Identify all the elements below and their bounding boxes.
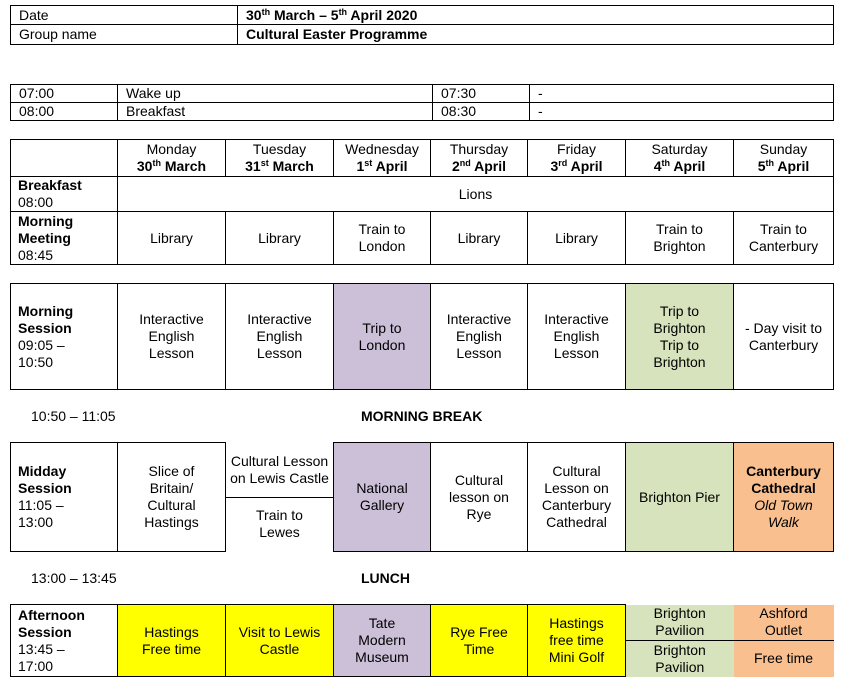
day-header-saturday: Saturday 4th April xyxy=(626,140,734,177)
day-header-tuesday: Tuesday 31st March xyxy=(226,140,334,177)
time-row xyxy=(11,85,834,103)
afternoon-cell-split xyxy=(734,605,834,677)
activity-cell: Wake up xyxy=(118,85,433,103)
afternoon-cell-bottom: Brighton Pavilion xyxy=(626,641,734,677)
afternoon-session-table xyxy=(10,604,834,677)
afternoon-cell-top: Brighton Pavilion xyxy=(653,605,706,639)
morning-break-time: 10:50 – 11:05 xyxy=(31,408,116,424)
times-table xyxy=(10,84,834,121)
morning-cell: Interactive English Lesson xyxy=(528,284,626,390)
time-cell: 07:00 xyxy=(11,85,118,103)
afternoon-cell: Visit to Lewis Castle xyxy=(226,605,334,677)
days-header-row xyxy=(11,140,834,177)
morning-session-table xyxy=(10,283,834,390)
meeting-row xyxy=(11,212,834,265)
midday-session-row xyxy=(11,443,834,552)
header-table xyxy=(10,5,834,45)
afternoon-cell: Hastings free time Mini Golf xyxy=(528,605,626,677)
afternoon-cell-bottom: Free time xyxy=(734,641,834,677)
group-name-label: Group name xyxy=(11,25,238,45)
morning-cell: - Day visit to Canterbury xyxy=(734,284,834,390)
date-label: Date xyxy=(11,6,238,25)
time-cell: 08:00 xyxy=(11,103,118,121)
time-cell: 08:30 xyxy=(433,103,530,121)
midday-cell-bottom: Train to Lewes xyxy=(226,497,333,551)
activity-cell: - xyxy=(530,85,834,103)
midday-cell: Slice of Britain/ Cultural Hastings xyxy=(118,443,226,552)
schedule-table-top xyxy=(10,139,834,265)
meeting-label: Morning Meeting 08:45 xyxy=(11,212,118,265)
midday-session-table xyxy=(10,442,834,552)
meeting-cell: Train to Canterbury xyxy=(734,212,834,265)
group-name-value: Cultural Easter Programme xyxy=(238,25,834,45)
midday-cell: National Gallery xyxy=(334,443,431,552)
meeting-cell: Library xyxy=(118,212,226,265)
afternoon-session-row xyxy=(11,605,834,677)
meeting-cell: Library xyxy=(528,212,626,265)
breakfast-label: Breakfast 08:00 xyxy=(11,177,118,212)
afternoon-cell: Tate Modern Museum xyxy=(334,605,431,677)
afternoon-cell-top: Ashford Outlet xyxy=(759,605,808,639)
meeting-cell: Train to Brighton xyxy=(626,212,734,265)
breakfast-all-days: Lions xyxy=(118,177,834,212)
meeting-cell: Library xyxy=(431,212,528,265)
meeting-cell: Train to London xyxy=(334,212,431,265)
midday-cell-split xyxy=(226,443,334,552)
date-value: 30th March – 5th April 2020 xyxy=(238,6,834,25)
morning-cell: Interactive English Lesson xyxy=(431,284,528,390)
afternoon-cell-split xyxy=(626,605,734,677)
breakfast-row xyxy=(11,177,834,212)
midday-cell: Cultural lesson on Rye xyxy=(431,443,528,552)
day-header-sunday: Sunday 5th April xyxy=(734,140,834,177)
midday-cell: Canterbury Cathedral Old Town Walk xyxy=(734,443,834,552)
lunch-label: LUNCH xyxy=(361,570,410,586)
activity-cell: - xyxy=(530,103,834,121)
day-header-wednesday: Wednesday 1st April xyxy=(334,140,431,177)
morning-session-row xyxy=(11,284,834,390)
morning-cell: Interactive English Lesson xyxy=(118,284,226,390)
morning-cell: Interactive English Lesson xyxy=(226,284,334,390)
time-row xyxy=(11,103,834,121)
morning-session-label: Morning Session 09:05 – 10:50 xyxy=(11,284,118,390)
activity-cell: Breakfast xyxy=(118,103,433,121)
morning-cell: Trip to Brighton Trip to Brighton xyxy=(626,284,734,390)
afternoon-cell: Rye Free Time xyxy=(431,605,528,677)
afternoon-session-label: Afternoon Session 13:45 – 17:00 xyxy=(11,605,118,677)
day-header-monday: Monday 30th March xyxy=(118,140,226,177)
meeting-cell: Library xyxy=(226,212,334,265)
midday-session-label: Midday Session 11:05 – 13:00 xyxy=(11,443,118,552)
morning-break-label: MORNING BREAK xyxy=(361,408,483,424)
lunch-time: 13:00 – 13:45 xyxy=(31,570,117,586)
time-cell: 07:30 xyxy=(433,85,530,103)
day-header-thursday: Thursday 2nd April xyxy=(431,140,528,177)
morning-cell: Trip to London xyxy=(334,284,431,390)
midday-cell: Brighton Pier xyxy=(626,443,734,552)
midday-cell-top: Cultural Lesson on Lewis Castle xyxy=(230,452,329,486)
afternoon-cell: Hastings Free time xyxy=(118,605,226,677)
midday-cell: Cultural Lesson on Canterbury Cathedral xyxy=(528,443,626,552)
day-header-friday: Friday 3rd April xyxy=(528,140,626,177)
